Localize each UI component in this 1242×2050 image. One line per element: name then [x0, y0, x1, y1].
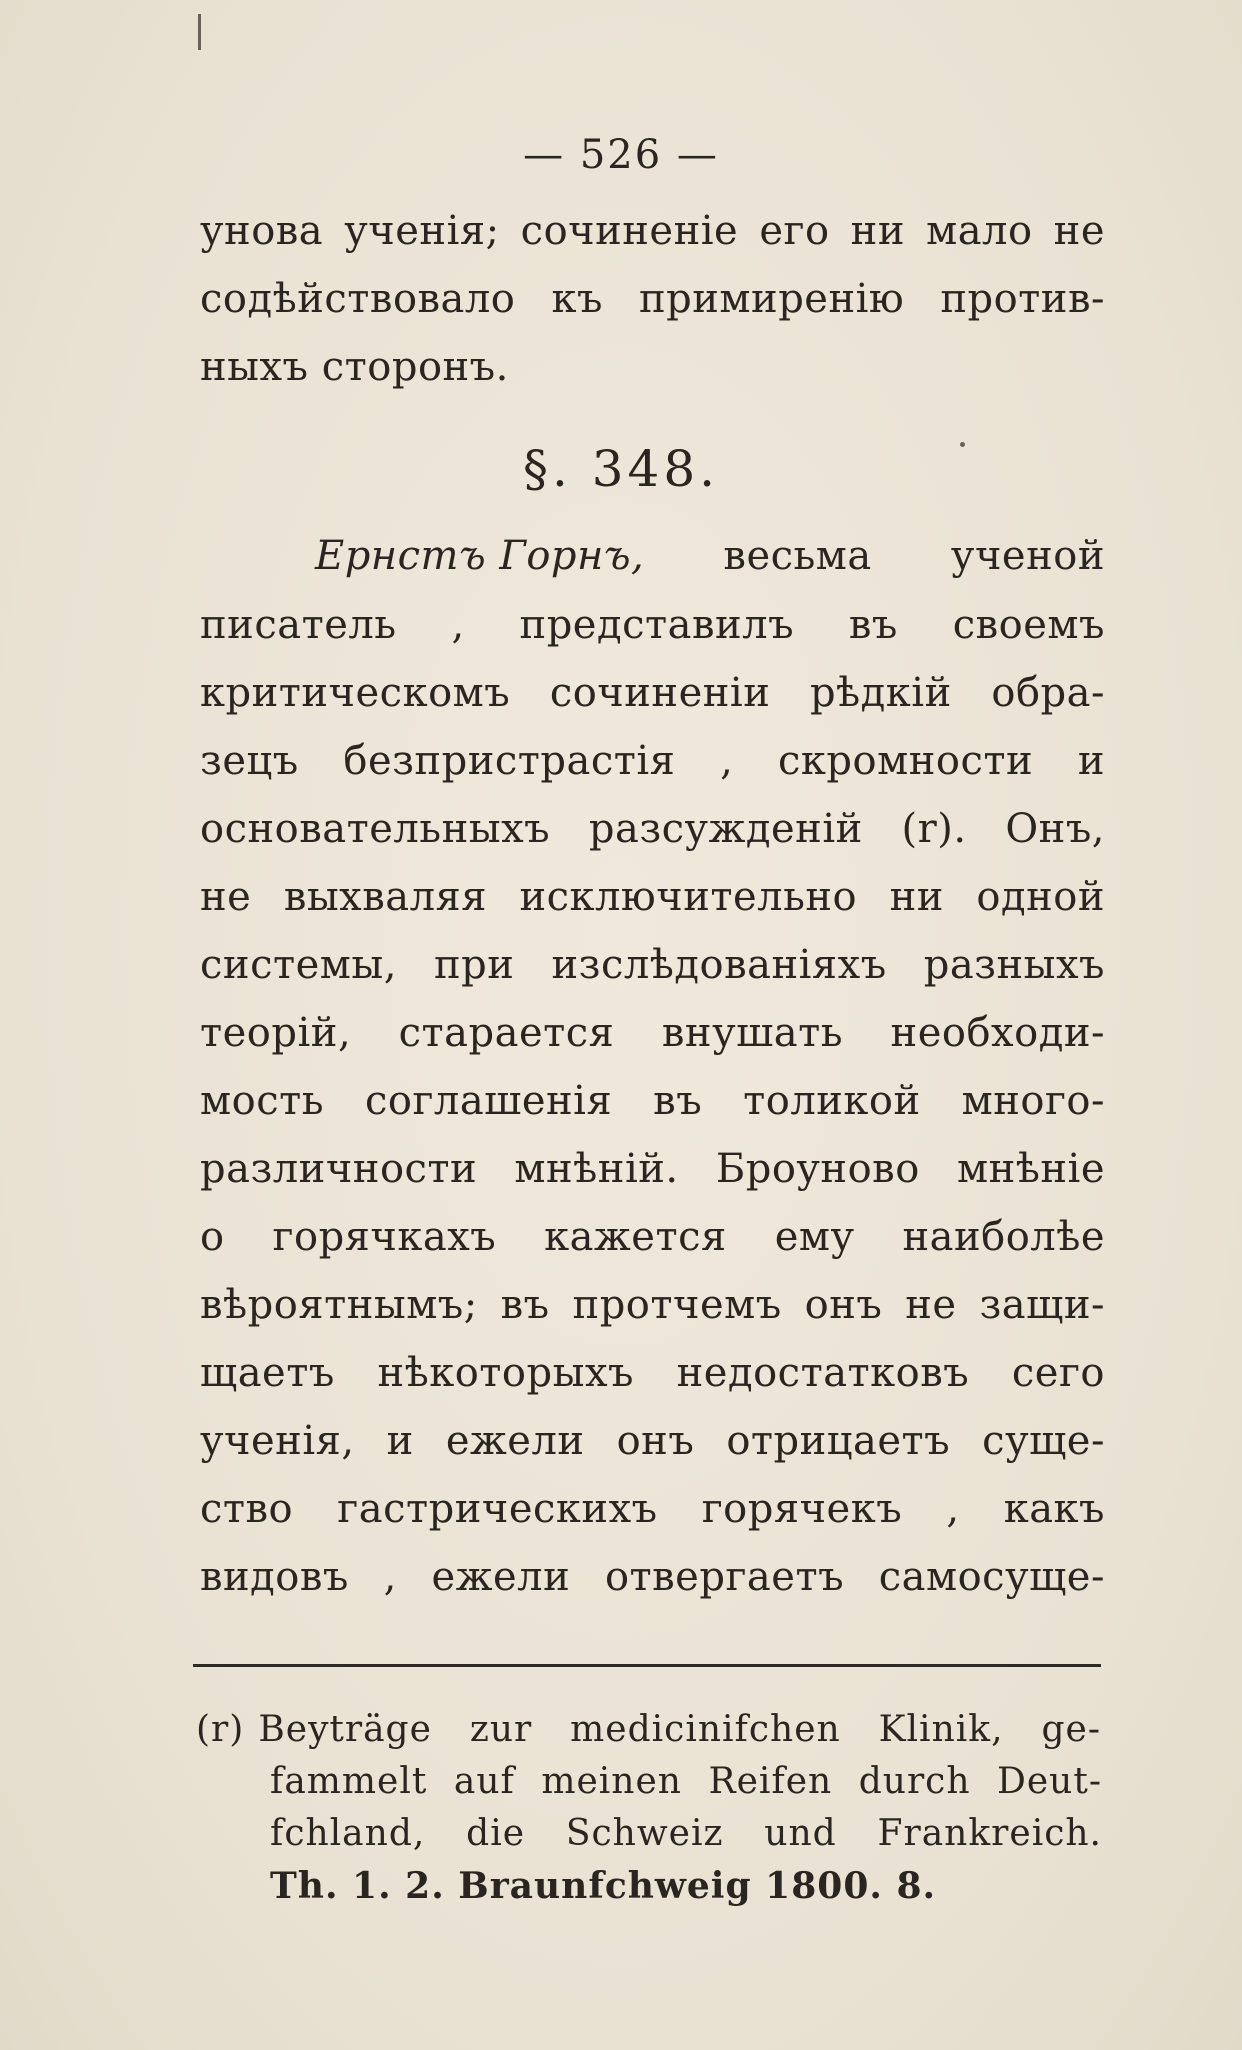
- text-line: писатель , представилъ въ своемъ: [200, 602, 1105, 648]
- text-word: ученой: [950, 533, 1105, 579]
- page-number: — 526 —: [523, 132, 719, 178]
- text-line: ство гастрическихъ горячекъ , какъ: [200, 1486, 1105, 1532]
- footnote-line: Th. 1. 2. Braunfchweig 1800. 8.: [270, 1865, 937, 1907]
- footnote-line: fammelt auf meinen Reifen durch Deut-: [270, 1761, 1102, 1802]
- text-line: мость соглашенія въ толикой много-: [200, 1078, 1105, 1124]
- footnote-line: [196, 1708, 1101, 1752]
- author-name: Ернстъ Горнъ,: [315, 533, 645, 579]
- text-line: системы, при изслѣдованіяхъ разныхъ: [200, 942, 1105, 988]
- text-line: основательныхъ разсужденій (r). Онъ,: [200, 806, 1105, 852]
- text-line: унова ученія; сочиненіе его ни мало не: [200, 208, 1105, 254]
- text-line: ныхъ сторонъ.: [200, 344, 509, 390]
- text-line: различности мнѣній. Броуново мнѣніе: [200, 1146, 1105, 1192]
- text-word: весьма: [723, 533, 872, 579]
- section-heading: §. 348.: [522, 440, 720, 498]
- text-line: о горячкахъ кажется ему наиболѣе: [200, 1214, 1105, 1260]
- text-line: видовъ , ежели отвергаетъ самосуще-: [200, 1554, 1105, 1600]
- footnote-line: fchland, die Schweiz und Frankreich.: [270, 1813, 1102, 1854]
- ink-speck: [198, 14, 201, 50]
- footnote-marker: (r): [196, 1709, 245, 1750]
- text-line: ученія, и ежели онъ отрицаетъ суще-: [200, 1418, 1105, 1464]
- text-line: зецъ безпристрастія , скромности и: [200, 738, 1105, 784]
- paragraph-first-line: [200, 532, 1105, 580]
- text-line: содѣйствовало къ примиренію против-: [200, 276, 1105, 322]
- text-line: критическомъ сочиненіи рѣдкій обра-: [200, 670, 1105, 716]
- footnote-text: Beyträge zur medicinifchen Klinik, ge-: [258, 1709, 1101, 1750]
- footnote-rule: [193, 1664, 1101, 1667]
- text-line: щаетъ нѣкоторыхъ недостатковъ сего: [200, 1350, 1105, 1396]
- text-line: теорій, старается внушать необходи-: [200, 1010, 1105, 1056]
- text-line: не выхваляя исключительно ни одной: [200, 874, 1105, 920]
- text-line: вѣроятнымъ; въ протчемъ онъ не защи-: [200, 1282, 1105, 1328]
